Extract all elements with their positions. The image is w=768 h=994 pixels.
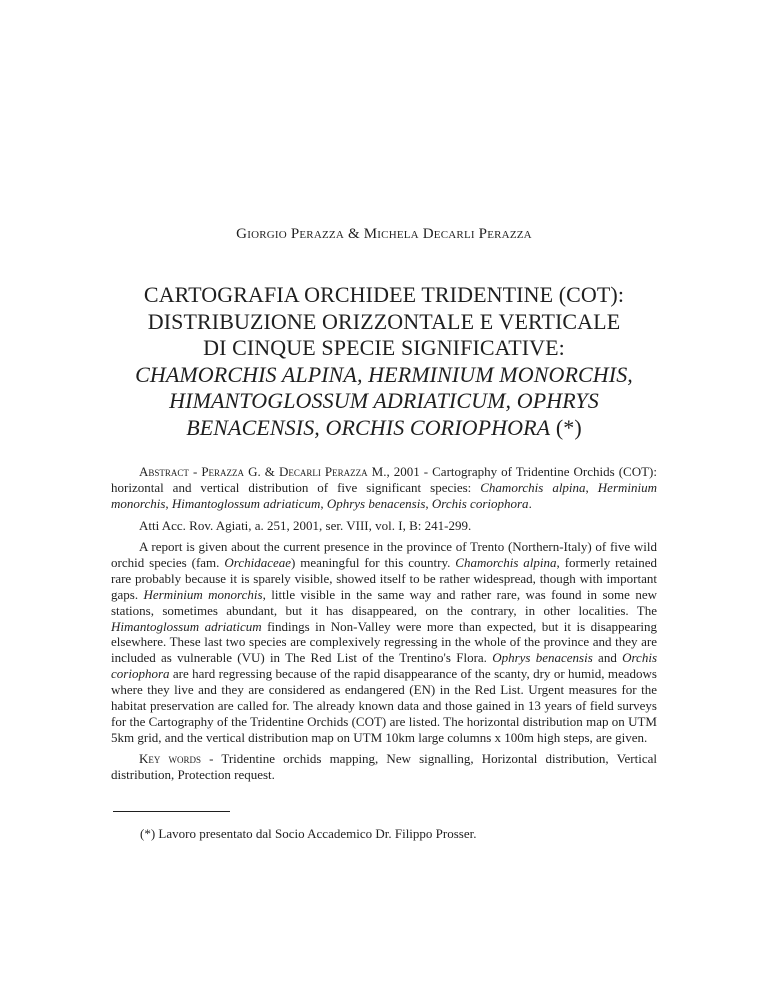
abstract-paragraph [111, 464, 657, 512]
report-text-6: and [592, 650, 623, 666]
report-species-2: Herminium monorchis [143, 586, 263, 602]
abstract-author-1: Perazza [201, 464, 245, 479]
report-species-4: Ophrys benacensis [492, 650, 593, 666]
title-line-6 [110, 415, 658, 442]
abstract-comma-1: , [585, 479, 598, 495]
author-1: Giorgio Perazza [236, 226, 344, 242]
report-text-3: , formerly retained rare probably because it is sparely visible, showed itself to be rather widespread, though with important gaps. [111, 555, 658, 602]
report-text-4: , little visible in the same way and rather rare, was found in some new stations, sometimes abundant, but it has disappeared, on the contrary, in other localities. The [111, 586, 657, 618]
abstract-citation: M., 2001 - Cartography of Tridentine Orchids (COT): horizontal and vertical distribution of five significant species: [111, 464, 657, 495]
abstract-author-1-initial: G. & [244, 464, 279, 479]
reference-line: Atti Acc. Rov. Agiati, a. 251, 2001, ser. VIII, vol. I, B: 241-299. [139, 517, 472, 533]
report-family: Orchidaceae [224, 555, 292, 571]
title-footnote-mark: (*) [550, 414, 582, 440]
abstract-comma-4: , [425, 495, 432, 511]
title-line-6-italic: BENACENSIS, ORCHIS CORIOPHORA [186, 414, 551, 440]
keywords-paragraph [111, 751, 657, 783]
abstract-comma-2: , [165, 495, 172, 511]
keywords-label: Key words [139, 751, 202, 767]
paper-title [110, 282, 658, 441]
report-text-2: ) meaningful for this country. [291, 555, 456, 571]
abstract-author-2: Decarli Perazza [278, 464, 368, 479]
report-text-7: are hard regressing because of the rapid disappearance of the scanty, dry or humid, meadows where they live and they are considered as endangered (EN) in the Red List. Urgent measures for the habitat preservation are called for. The already known data and those gained in 13 years of field surveys for the Cartography of the Tridentine Orchids (COT) are listed. The horizontal distribution map on UTM 5km grid, and the vertical distribution map on UTM 10km large columns x 100m high steps, are given. [111, 666, 657, 745]
author-2: Michela Decarli Perazza [363, 226, 532, 242]
abstract-species-3: Himantoglossum adriaticum [171, 495, 321, 511]
abstract-species-2: Herminium monorchis [111, 479, 657, 511]
abstract-species-5: Orchis coriophora [431, 495, 529, 511]
authors-line [0, 226, 768, 243]
title-line-5: HIMANTOGLOSSUM ADRIATICUM, OPHRYS [169, 388, 599, 413]
report-species-3: Himantoglossum adriaticum [111, 618, 262, 634]
title-line-3: DI CINQUE SPECIE SIGNIFICATIVE: [203, 335, 565, 360]
abstract-comma-3: , [320, 495, 327, 511]
keywords-text: - Tridentine orchids mapping, New signalling, Horizontal distribution, Vertical distribution, Protection request. [111, 751, 657, 783]
abstract-species-4: Ophrys benacensis [326, 495, 426, 511]
report-text-1: A report is given about the current presence in the province of Trento (Northern-Italy) of five wild orchid species (fam. [111, 539, 657, 571]
title-line-2: DISTRIBUZIONE ORIZZONTALE E VERTICALE [147, 308, 621, 334]
title-line-1: CARTOGRAFIA ORCHIDEE TRIDENTINE (COT): [143, 282, 625, 307]
report-species-1: Chamorchis alpina [455, 555, 557, 571]
report-text-5: findings in Non-Valley were more than expected, but it is disappearing elsewhere. These last two species are complexively regressing in the whole of the province and they are included as vulnerable (VU) in The Red List of the Trentino's Flora. [111, 618, 658, 666]
title-line-4: CHAMORCHIS ALPINA, HERMINIUM MONORCHIS, [135, 361, 633, 387]
abstract-sep: - [188, 464, 202, 479]
abstract-label: Abstract [139, 464, 189, 479]
abstract-section [111, 464, 657, 789]
report-paragraph [111, 539, 657, 745]
footnote-divider [113, 811, 230, 812]
abstract-period: . [528, 495, 532, 511]
abstract-species-1: Chamorchis alpina [480, 479, 586, 495]
author-separator: & [347, 226, 360, 242]
footnote: (*) Lavoro presentato dal Socio Accademico Dr. Filippo Prosser. [140, 826, 477, 841]
report-species-5: Orchis coriophora [111, 650, 657, 682]
